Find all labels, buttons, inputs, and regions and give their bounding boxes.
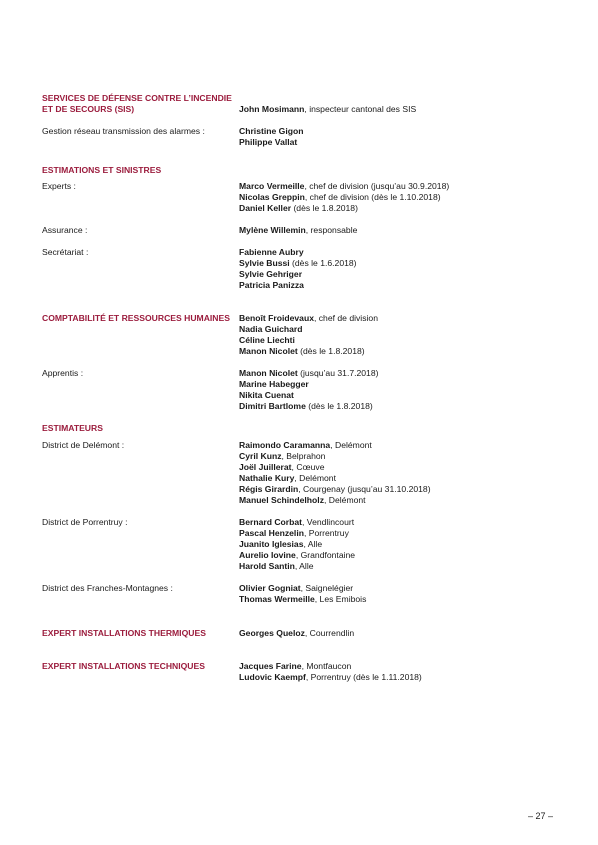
person-name: Ludovic Kaempf — [239, 672, 306, 682]
label-line: ESTIMATIONS ET SINISTRES — [42, 165, 162, 175]
list-item — [239, 628, 559, 639]
person-detail: , Saignelégier — [300, 583, 354, 593]
list-item — [239, 462, 559, 473]
person-detail: , Delémont — [330, 440, 372, 450]
label-line: District de Porrentruy : — [42, 517, 128, 527]
section-label — [42, 93, 237, 115]
person-detail: , Alle — [294, 561, 314, 571]
person-detail: , inspecteur cantonal des SIS — [304, 104, 417, 114]
entry-list — [239, 440, 559, 506]
person-name: Mylène Willemin — [239, 225, 306, 235]
list-item — [239, 661, 559, 672]
label-line: Experts : — [42, 181, 76, 191]
person-name: Philippe Vallat — [239, 137, 298, 147]
list-item — [239, 181, 559, 192]
entry-list — [239, 225, 559, 236]
label-line: Assurance : — [42, 225, 88, 235]
entry-list — [239, 628, 559, 639]
entry-list — [239, 661, 559, 683]
person-name: Manon Nicolet — [239, 346, 298, 356]
list-item — [239, 368, 559, 379]
label-line: Gestion réseau transmission des alarmes : — [42, 126, 205, 136]
person-detail: , Delémont — [324, 495, 366, 505]
label-line: Secrétariat : — [42, 247, 89, 257]
list-item — [239, 484, 559, 495]
section-label — [42, 517, 237, 528]
person-name: Joël Juillerat — [239, 462, 292, 472]
label-line: EXPERT INSTALLATIONS TECHNIQUES — [42, 661, 205, 671]
entry-list — [239, 104, 559, 115]
person-detail: (jusqu’au 31.7.2018) — [297, 368, 379, 378]
label-line: District des Franches-Montagnes : — [42, 583, 173, 593]
label-line: SERVICES DE DÉFENSE CONTRE L’INCENDIE — [42, 93, 232, 103]
list-item — [239, 583, 559, 594]
person-name: Sylvie Bussi — [239, 258, 290, 268]
page-number: – 27 – — [528, 811, 554, 821]
person-detail: , chef de division (jusqu’au 30.9.2018) — [304, 181, 450, 191]
list-item — [239, 517, 559, 528]
person-detail: , Belprahon — [281, 451, 326, 461]
person-name: Manon Nicolet — [239, 368, 298, 378]
section-label — [42, 126, 237, 137]
entry-list — [239, 368, 559, 412]
section-label — [42, 181, 237, 192]
person-detail: , Cœuve — [291, 462, 325, 472]
person-name: Georges Queloz — [239, 628, 305, 638]
list-item — [239, 104, 559, 115]
person-name: Olivier Gogniat — [239, 583, 301, 593]
list-item — [239, 550, 559, 561]
section-label — [42, 313, 237, 324]
label-line: EXPERT INSTALLATIONS THERMIQUES — [42, 628, 206, 638]
person-name: Pascal Henzelin — [239, 528, 304, 538]
entry-list — [239, 517, 559, 572]
section-label — [42, 628, 237, 639]
entry-list — [239, 181, 559, 214]
person-detail: , chef de division — [313, 313, 378, 323]
person-name: Harold Santin — [239, 561, 295, 571]
list-item — [239, 346, 559, 357]
entry-list — [239, 313, 559, 357]
person-name: John Mosimann — [239, 104, 305, 114]
entry-list — [239, 583, 559, 605]
person-detail: , Les Emibois — [314, 594, 367, 604]
person-name: Fabienne Aubry — [239, 247, 304, 257]
list-item — [239, 495, 559, 506]
list-item — [239, 258, 559, 269]
person-detail: , Alle — [303, 539, 323, 549]
list-item — [239, 594, 559, 605]
person-name: Sylvie Gehriger — [239, 269, 303, 279]
person-name: Marco Vermeille — [239, 181, 305, 191]
label-line: Apprentis : — [42, 368, 84, 378]
section-label — [42, 440, 237, 451]
person-detail: , chef de division (dès le 1.10.2018) — [304, 192, 441, 202]
person-detail: , Montfaucon — [301, 661, 352, 671]
person-name: Raimondo Caramanna — [239, 440, 331, 450]
person-detail: , Porrentruy — [303, 528, 349, 538]
person-name: Régis Girardin — [239, 484, 299, 494]
list-item — [239, 473, 559, 484]
list-item — [239, 539, 559, 550]
person-name: Aurelio Iovine — [239, 550, 296, 560]
person-name: Daniel Keller — [239, 203, 292, 213]
person-detail: (dès le 1.8.2018) — [305, 401, 373, 411]
label-line: ESTIMATEURS — [42, 423, 103, 433]
person-detail: , Courrendlin — [304, 628, 355, 638]
person-detail: (dès le 1.6.2018) — [289, 258, 357, 268]
person-detail: , responsable — [305, 225, 358, 235]
list-item — [239, 401, 559, 412]
entry-list — [239, 126, 559, 148]
list-item — [239, 379, 559, 390]
person-name: Nikita Cuenat — [239, 390, 294, 400]
person-name: Juanito Iglesias — [239, 539, 304, 549]
person-name: Céline Liechti — [239, 335, 295, 345]
list-item — [239, 313, 559, 324]
person-detail: , Porrentruy (dès le 1.11.2018) — [305, 672, 422, 682]
list-item — [239, 137, 559, 148]
section-label — [42, 583, 237, 594]
person-name: Nicolas Greppin — [239, 192, 305, 202]
list-item — [239, 335, 559, 346]
list-item — [239, 451, 559, 462]
person-detail: , Courgenay (jusqu’au 31.10.2018) — [298, 484, 431, 494]
person-detail: , Grandfontaine — [295, 550, 356, 560]
list-item — [239, 269, 559, 280]
list-item — [239, 672, 559, 683]
list-item — [239, 280, 559, 291]
list-item — [239, 225, 559, 236]
section-label — [42, 247, 237, 258]
list-item — [239, 247, 559, 258]
person-name: Dimitri Bartlome — [239, 401, 306, 411]
person-name: Manuel Schindelholz — [239, 495, 324, 505]
list-item — [239, 324, 559, 335]
list-item — [239, 203, 559, 214]
section-label — [42, 423, 237, 434]
list-item — [239, 390, 559, 401]
person-name: Bernard Corbat — [239, 517, 303, 527]
person-detail: (dès le 1.8.2018) — [291, 203, 358, 213]
person-detail: (dès le 1.8.2018) — [297, 346, 365, 356]
list-item — [239, 440, 559, 451]
entry-list — [239, 247, 559, 291]
label-line: COMPTABILITÉ ET RESSOURCES HUMAINES — [42, 313, 230, 323]
person-name: Marine Habegger — [239, 379, 309, 389]
person-name: Christine Gigon — [239, 126, 304, 136]
person-name: Nathalie Kury — [239, 473, 295, 483]
person-name: Nadia Guichard — [239, 324, 303, 334]
section-label — [42, 368, 237, 379]
list-item — [239, 561, 559, 572]
section-label — [42, 225, 237, 236]
person-name: Thomas Wermeille — [239, 594, 315, 604]
section-label — [42, 165, 237, 176]
label-line: District de Delémont : — [42, 440, 125, 450]
list-item — [239, 126, 559, 137]
person-detail: , Vendlincourt — [302, 517, 355, 527]
section-label — [42, 661, 237, 672]
person-name: Benoît Froidevaux — [239, 313, 314, 323]
person-name: Jacques Farine — [239, 661, 302, 671]
list-item — [239, 192, 559, 203]
label-line: ET DE SECOURS (SIS) — [42, 104, 135, 114]
list-item — [239, 528, 559, 539]
person-detail: , Delémont — [294, 473, 336, 483]
person-name: Cyril Kunz — [239, 451, 282, 461]
person-name: Patricia Panizza — [239, 280, 304, 290]
